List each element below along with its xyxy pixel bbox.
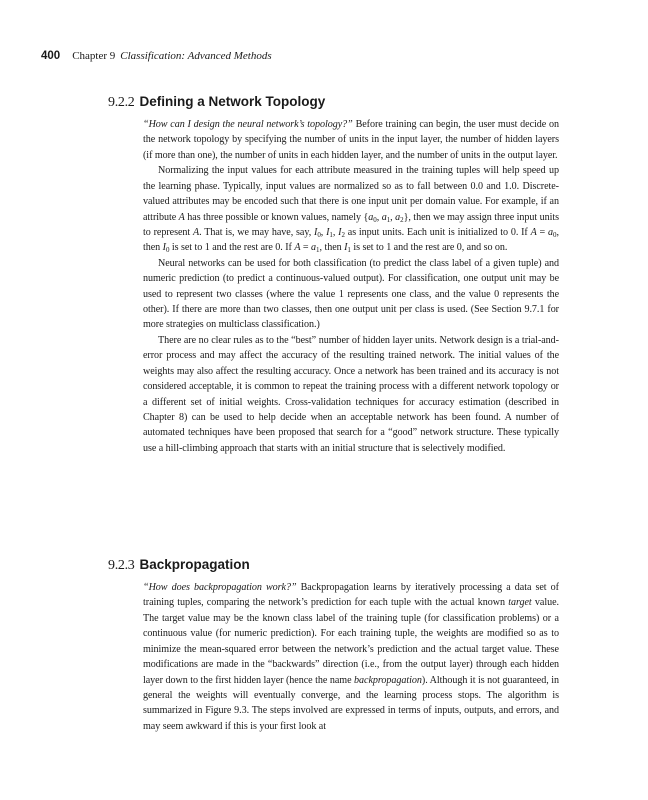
section-body-9-2-3 (143, 580, 559, 734)
paragraph: “How can I design the neural network’s topology?” Before training can begin, the user must decide on the network topology by specifying the number of units in the input layer, the number of hidden layers (if more than one), the number of units in each hidden layer, and the number of units in the output layer. (143, 119, 559, 161)
running-head (41, 49, 272, 63)
paragraph: There are no clear rules as to the “best” number of hidden layer units. Network design is a trial-and-error process and may affect the accuracy of the resulting trained network. The initial values of the weights may also affect the resulting accuracy. Once a network has been trained and its accuracy is not considered acceptable, it is common to repeat the training process with a different network topology or a different set of initial weights. Cross-validation techniques for accuracy estimation (described in Chapter 8) can be used to help decide when an acceptable network has been found. A number of automated techniques have been proposed that search for a “good” network structure. These typically use a hill-climbing approach that starts with an initial structure that is selectively modified. (143, 334, 559, 454)
page-number: 400 (41, 50, 61, 62)
chapter-title: Classification: Advanced Methods (120, 50, 272, 62)
paragraph: “How does backpropagation work?” Backpropagation learns by iteratively processing a data set of training tuples, comparing the network’s prediction for each tuple with the actual known target value. The target value may be the known class label of the training tuple (for classification problems) or a continuous value (for numeric prediction). For each training tuple, the weights are modified so as to minimize the mean-squared error between the network’s prediction and the actual target value. These modifications are made in the “backwards” direction (i.e., from the output layer) through each hidden layer down to the first hidden layer (hence the name backpropagation). Although it is not guaranteed, in general the weights will eventually converge, and the learning process stops. The algorithm is summarized in Figure 9.3. The steps involved are expressed in terms of inputs, outputs, and errors, and may seem awkward if this is your first look at (143, 582, 559, 732)
section-number: 9.2.2 (108, 95, 135, 110)
section-heading-9-2-2 (108, 94, 325, 111)
section-body-9-2-2 (143, 117, 559, 456)
chapter-label: Chapter 9 (72, 50, 116, 62)
paragraph: Neural networks can be used for both classification (to predict the class label of a given tuple) and numeric prediction (to predict a continuous-valued output). For classification, one output unit may be used to represent two classes (where the value 1 represents one class, and the value 0 represents the other). If there are more than two classes, then one output unit per class is used. (See Section 9.7.1 for more strategies on multiclass classification.) (143, 257, 559, 331)
section-heading-9-2-3 (108, 557, 250, 574)
section-number: 9.2.3 (108, 558, 135, 573)
paragraph: Normalizing the input values for each attribute measured in the training tuples will help speed up the learning phase. Typically, input values are normalized so as to fall between 0.0 and 1.0. Discrete-valued attributes may be encoded such that there is one input unit per domain value. For example, if an attribute A has three possible or known values, namely {$a_0$, $a_1$, $a_2$}, then we may assign three input units to represent A. That is, we may have, say, $I_0$, $I_1$, $I_2$ as input units. Each unit is initialized to 0. If $A = a_0$, then $I_0$ is set to 1 and the rest are 0. If $A = a_1$, then $I_1$ is set to 1 and the rest are 0, and so on. (143, 165, 560, 255)
section-title: Defining a Network Topology (139, 94, 326, 109)
section-title: Backpropagation (139, 557, 250, 572)
